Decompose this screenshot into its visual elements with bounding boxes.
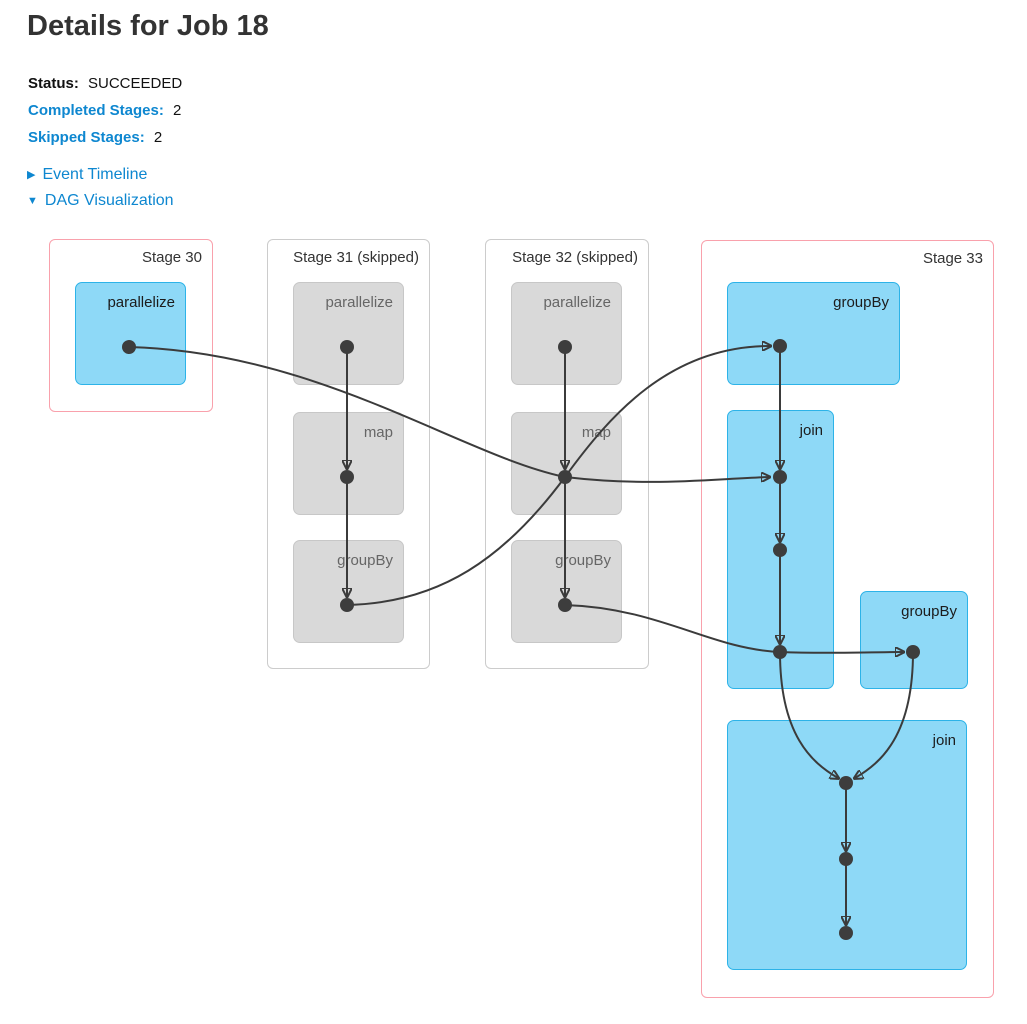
status-value: SUCCEEDED [88,75,183,92]
op-label: groupBy [901,603,957,620]
stage-32-op-parallelize [511,282,622,385]
op-label: parallelize [543,294,611,311]
stage-33-label: Stage 33 [922,250,983,267]
stage-32-label: Stage 32 (skipped) [512,249,638,266]
event-timeline-label: Event Timeline [42,166,148,183]
stage-33-op-join-1[interactable] [727,410,834,689]
op-label: join [932,732,956,749]
edge-s30-parallelize-to-s33-join [129,347,769,482]
dag-visualization-label: DAG Visualization [44,192,174,209]
stage-33-op-groupby-1[interactable] [727,282,900,385]
stage-31-op-map [293,412,404,515]
page-title: Details for Job 18 [27,10,269,42]
op-label: groupBy [555,552,611,569]
skipped-stages-count: 2 [153,129,163,146]
skipped-stages-line [28,129,162,146]
stage-31-op-parallelize [293,282,404,385]
event-timeline-toggle[interactable] [27,166,147,184]
stage-33-op-join-2[interactable] [727,720,967,970]
stage-33-op-groupby-2[interactable] [860,591,968,689]
completed-stages-count: 2 [173,102,182,119]
op-label: groupBy [833,294,889,311]
op-label: parallelize [325,294,393,311]
stage-31-op-groupby [293,540,404,643]
skipped-stages-link[interactable]: Skipped Stages: [28,129,145,146]
stage-32-op-map [511,412,622,515]
op-label: map [581,424,611,441]
completed-stages-link[interactable]: Completed Stages: [28,102,164,119]
expanded-arrow-icon: ▼ [27,195,38,207]
completed-stages-line [28,102,181,119]
op-label: join [799,422,823,439]
op-label: groupBy [337,552,393,569]
status-label: Status: [28,75,79,92]
stage-30-op-parallelize[interactable] [75,282,186,385]
stage-32-op-groupby [511,540,622,643]
op-label: parallelize [107,294,175,311]
op-label: map [363,424,393,441]
stage-31-label: Stage 31 (skipped) [293,249,419,266]
stage-30-label: Stage 30 [141,249,202,266]
status-line [28,75,182,92]
collapsed-arrow-icon: ▶ [27,169,36,181]
dag-visualization-toggle[interactable] [27,192,174,210]
